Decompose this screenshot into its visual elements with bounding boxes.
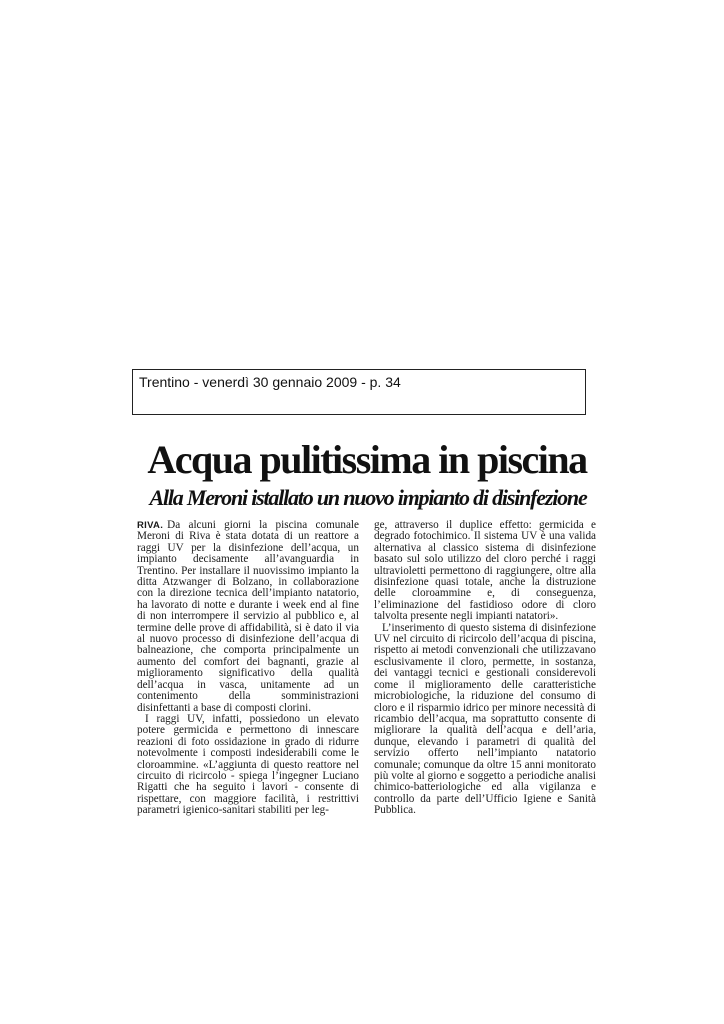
source-citation-box: [132, 369, 586, 415]
article-subheadline: Alla Meroni istallato un nuovo impianto di disinfezione: [149, 485, 587, 510]
article-paragraph: ge, attraverso il duplice effetto: germicida e degrado fotochimico. Il sistema UV è una valida alternativa al classico sistema di disinfezione basato sul solo utilizzo del cloro perché i raggi ultravioletti permettono di raggiungere, oltre alla disinfezione quasi totale, anche la distruzione delle cloroammine e, di conseguenza, l’eliminazione del fastidioso odore di cloro talvolta presente negli impianti natatori».: [374, 519, 596, 623]
article-paragraph: I raggi UV, infatti, possiedono un elevato potere germicida e permettono di innescare reazioni di foto ossidazione in grado di ridurre notevolmente i composti indesiderabili come le cloroammine. «L’aggiunta di questo reattore nel circuito di ricircolo - spiega l’ingegner Luciano Rigatti che ha seguito i lavori - consente di rispettare, con maggiore facilità, i restrittivi parametri igienico-sanitari stabiliti per leg-: [137, 712, 359, 817]
source-citation: Trentino - venerdì 30 gennaio 2009 - p. 34: [139, 374, 401, 390]
article-column-1: [137, 520, 359, 817]
dateline: RIVA.: [137, 520, 164, 531]
article-paragraph: [137, 520, 359, 714]
article-column-2: [374, 520, 596, 817]
article-paragraph: L’inserimento di questo sistema di disinfezione UV nel circuito di ricircolo dell’acqua di piscina, rispetto ai metodi convenzionali che utilizzavano esclusivamente il cloro, permette, in sostanza, dei vantaggi tecnici e gestionali considerevoli come il miglioramento delle caratteristiche microbiologiche, la riduzione del consumo di cloro e il risparmio idrico per minore necessità di ricambio dell’acqua, ma soprattutto consente di migliorare la qualità dell’acqua e dell’aria, dunque, elevando i parametri di qualità del servizio offerto nell’impianto natatorio comunale; comunque da oltre 15 anni monitorato più volte al giorno e soggetto a periodiche analisi chimico-batteriologiche ed alla vigilanza e controllo da parte dell’Ufficio Igiene e Sanità Pubblica.: [374, 621, 596, 817]
paragraph-text: Da alcuni giorni la piscina comunale Meroni di Riva è stata dotata di un reattore a raggi UV per la disinfezione dell’acqua, un impianto decisamente all’avanguardia in Trentino. Per installare il nuovissimo impianto la ditta Atzwanger di Bolzano, in collaborazione con la direzione tecnica dell’impianto natatorio, ha lavorato di notte e durante i week end al fine di non interrompere il servizio al pubblico e, al termine delle prove di affidabilità, si è dato il via al nuovo processo di disinfezione dell’acqua di balneazione, che comporta principalmente un aumento del comfort dei bagnanti, grazie al miglioramento significativo della qualità dell’acqua in vasca, unitamente ad un contenimento della somministrazioni disinfettanti a base di composti clorini.: [137, 519, 359, 714]
article-headline: Acqua pulitissima in piscina: [147, 437, 587, 482]
